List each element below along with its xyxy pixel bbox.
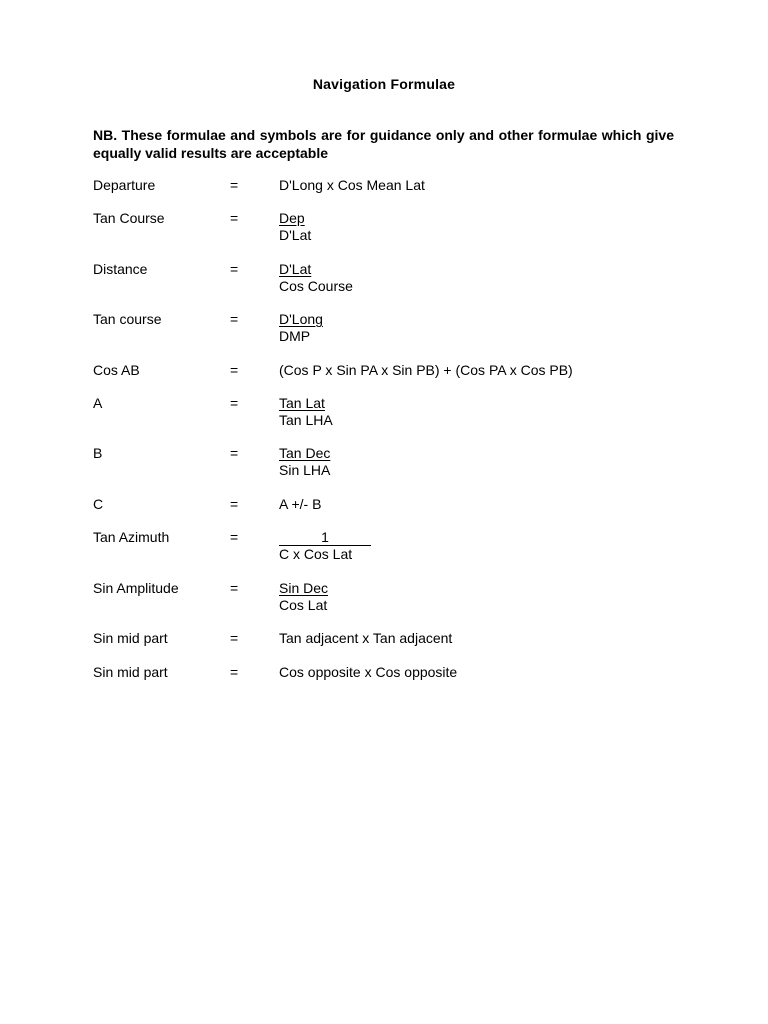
equals-sign: =	[230, 630, 239, 646]
formula-label: Tan Course	[93, 210, 165, 226]
fraction-numerator: Dep	[279, 210, 305, 226]
equals-sign: =	[230, 529, 239, 545]
formula-fraction	[279, 261, 353, 295]
fraction-numerator: D'Lat	[279, 261, 312, 277]
fraction-numerator: D'Long	[279, 311, 323, 327]
fraction-denominator: Sin LHA	[279, 462, 331, 478]
equals-sign: =	[230, 177, 239, 193]
formula-label: Sin Amplitude	[93, 580, 179, 596]
formula-fraction	[279, 529, 371, 563]
formula-fraction	[279, 311, 323, 345]
formula-label: Sin mid part	[93, 630, 168, 646]
formula-expression: A +/- B	[279, 496, 322, 512]
equals-sign: =	[230, 311, 239, 327]
fraction-numerator: 1	[279, 530, 371, 546]
equals-sign: =	[230, 362, 239, 378]
equals-sign: =	[230, 664, 239, 680]
formula-expression: D'Long x Cos Mean Lat	[279, 177, 425, 193]
formula-label: B	[93, 445, 103, 461]
formula-label: Cos AB	[93, 362, 140, 378]
formula-fraction	[279, 395, 333, 429]
guidance-note: NB. These formulae and symbols are for guidance only and other formulae which give equally valid results are acceptable	[93, 127, 674, 161]
fraction-denominator: Cos Lat	[279, 597, 328, 613]
equals-sign: =	[230, 496, 239, 512]
formula-label: Sin mid part	[93, 664, 168, 680]
formula-label: A	[93, 395, 103, 411]
formula-label: Tan course	[93, 311, 162, 327]
fraction-denominator: D'Lat	[279, 227, 312, 243]
formula-expression: (Cos P x Sin PA x Sin PB) + (Cos PA x Cos PB)	[279, 362, 573, 378]
formula-label: Tan Azimuth	[93, 529, 170, 545]
formula-expression: Cos opposite x Cos opposite	[279, 664, 458, 680]
formula-fraction	[279, 445, 330, 479]
fraction-denominator: Cos Course	[279, 278, 353, 294]
equals-sign: =	[230, 395, 239, 411]
fraction-denominator: Tan LHA	[279, 412, 333, 428]
equals-sign: =	[230, 210, 239, 226]
equals-sign: =	[230, 580, 239, 596]
equals-sign: =	[230, 261, 239, 277]
formula-fraction	[279, 580, 328, 614]
fraction-numerator: Tan Dec	[279, 445, 331, 461]
formula-fraction	[279, 210, 311, 244]
formula-expression: Tan adjacent x Tan adjacent	[279, 630, 453, 646]
fraction-denominator: C x Cos Lat	[279, 546, 353, 562]
formula-label: Distance	[93, 261, 148, 277]
page-title: Navigation Formulae	[312, 76, 456, 92]
formula-label: C	[93, 496, 104, 512]
equals-sign: =	[230, 445, 239, 461]
fraction-denominator: DMP	[279, 328, 311, 344]
fraction-numerator: Tan Lat	[279, 395, 325, 411]
formula-label: Departure	[93, 177, 156, 193]
fraction-numerator: Sin Dec	[279, 580, 329, 596]
